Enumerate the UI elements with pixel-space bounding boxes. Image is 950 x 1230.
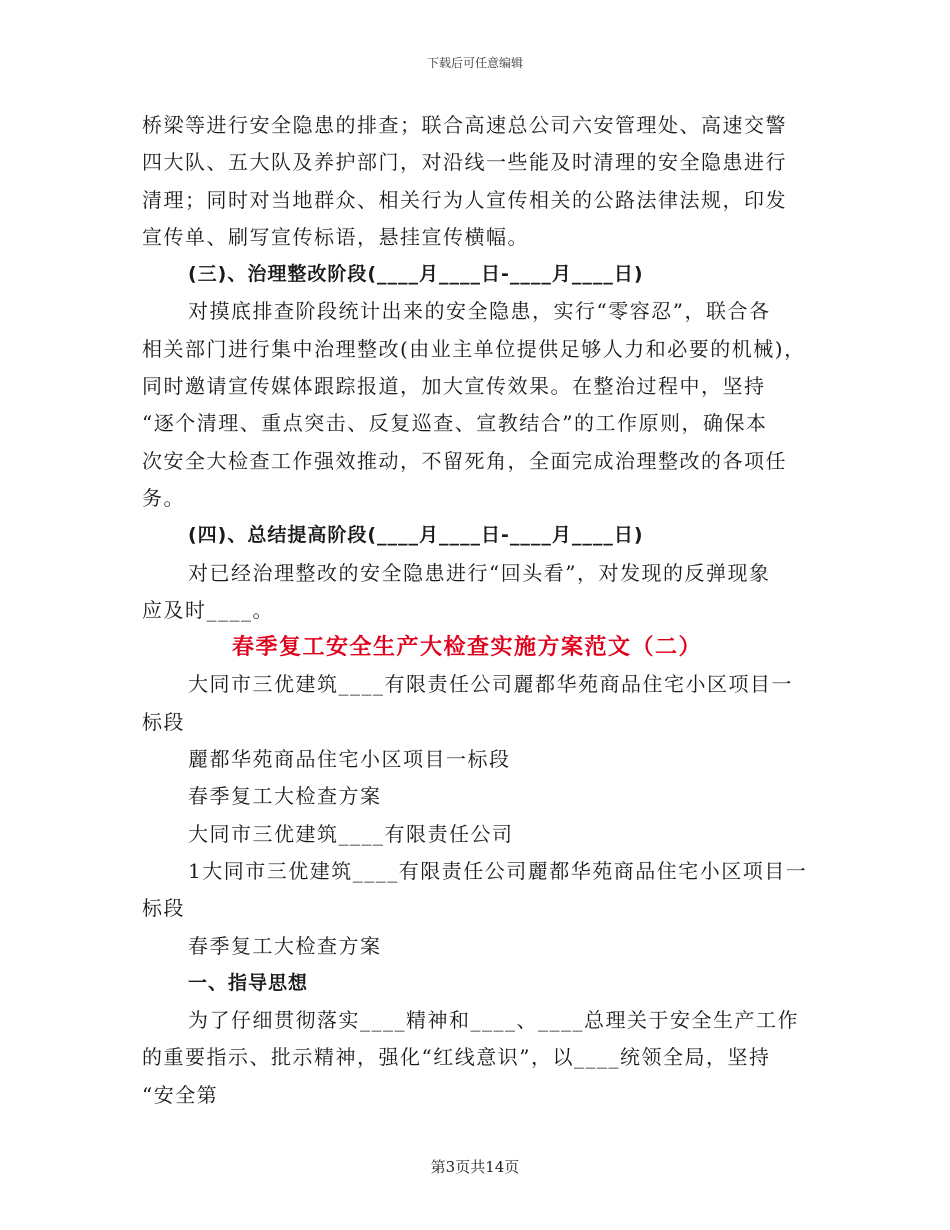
section-heading: (三)、治理整改阶段(____月____日-____月____日) xyxy=(188,263,644,286)
section-heading: (四)、总结提高阶段(____月____日-____月____日) xyxy=(188,524,644,547)
paragraph-line: “安全第 xyxy=(142,1082,219,1107)
paragraph-line: 对摸底排查阶段统计出来的安全隐患，实行“零容忍”，联合各 xyxy=(188,299,771,324)
paragraph-line: 的重要指示、批示精神，强化“红线意识”，以____统领全局，坚持 xyxy=(142,1045,771,1070)
paragraph-line: 同时邀请宣传媒体跟踪报道，加大宣传效果。在整治过程中，坚持 xyxy=(142,374,766,399)
paragraph-line: 为了仔细贯彻落实____精神和____、____总理关于安全生产工作 xyxy=(188,1008,799,1033)
paragraph-line: 桥梁等进行安全隐患的排查；联合高速总公司六安管理处、高速交警 xyxy=(142,113,787,137)
section-heading: 一、指导思想 xyxy=(188,971,309,994)
paragraph-line: 对已经治理整改的安全隐患进行“回头看”，对发现的反弹现象 xyxy=(188,560,771,585)
paragraph-line: 次安全大检查工作强效推动，不留死角，全面完成治理整改的各项任 xyxy=(142,448,787,473)
paragraph-line: 相关部门进行集中治理整改(由业主单位提供足够人力和必要的机械)， xyxy=(142,336,806,361)
paragraph-line: 大同市三优建筑____有限责任公司 xyxy=(188,821,514,846)
paragraph-line: 麗都华苑商品住宅小区项目一标段 xyxy=(188,747,511,772)
paragraph-line: 应及时____。 xyxy=(142,597,274,622)
paragraph-line: 大同市三优建筑____有限责任公司麗都华苑商品住宅小区项目一 xyxy=(188,672,793,697)
paragraph-line: 标段 xyxy=(142,896,185,921)
paragraph-line: 1大同市三优建筑____有限责任公司麗都华苑商品住宅小区项目一 xyxy=(188,858,808,883)
page-header: 下载后可任意编辑 xyxy=(426,56,523,70)
paragraph-line: 标段 xyxy=(142,709,185,734)
document-title: 春季复工安全生产大检查实施方案范文（二） xyxy=(231,635,702,661)
paragraph-line: 春季复工大检查方案 xyxy=(188,933,382,958)
paragraph-line: 务。 xyxy=(142,485,185,510)
paragraph-line: 四大队、五大队及养护部门，对沿线一些能及时清理的安全隐患进行 xyxy=(142,150,787,175)
paragraph-line: “逐个清理、重点突击、反复巡查、宣教结合”的工作原则，确保本 xyxy=(142,411,768,436)
page-footer: 第3页共14页 xyxy=(430,1158,520,1176)
paragraph-line: 清理；同时对当地群众、相关行为人宣传相关的公路法律法规，印发 xyxy=(142,187,787,212)
paragraph-line: 春季复工大检查方案 xyxy=(188,784,382,809)
paragraph-line: 宣传单、刷写宣传标语，悬挂宣传横幅。 xyxy=(142,224,529,249)
document-body xyxy=(142,107,812,1114)
